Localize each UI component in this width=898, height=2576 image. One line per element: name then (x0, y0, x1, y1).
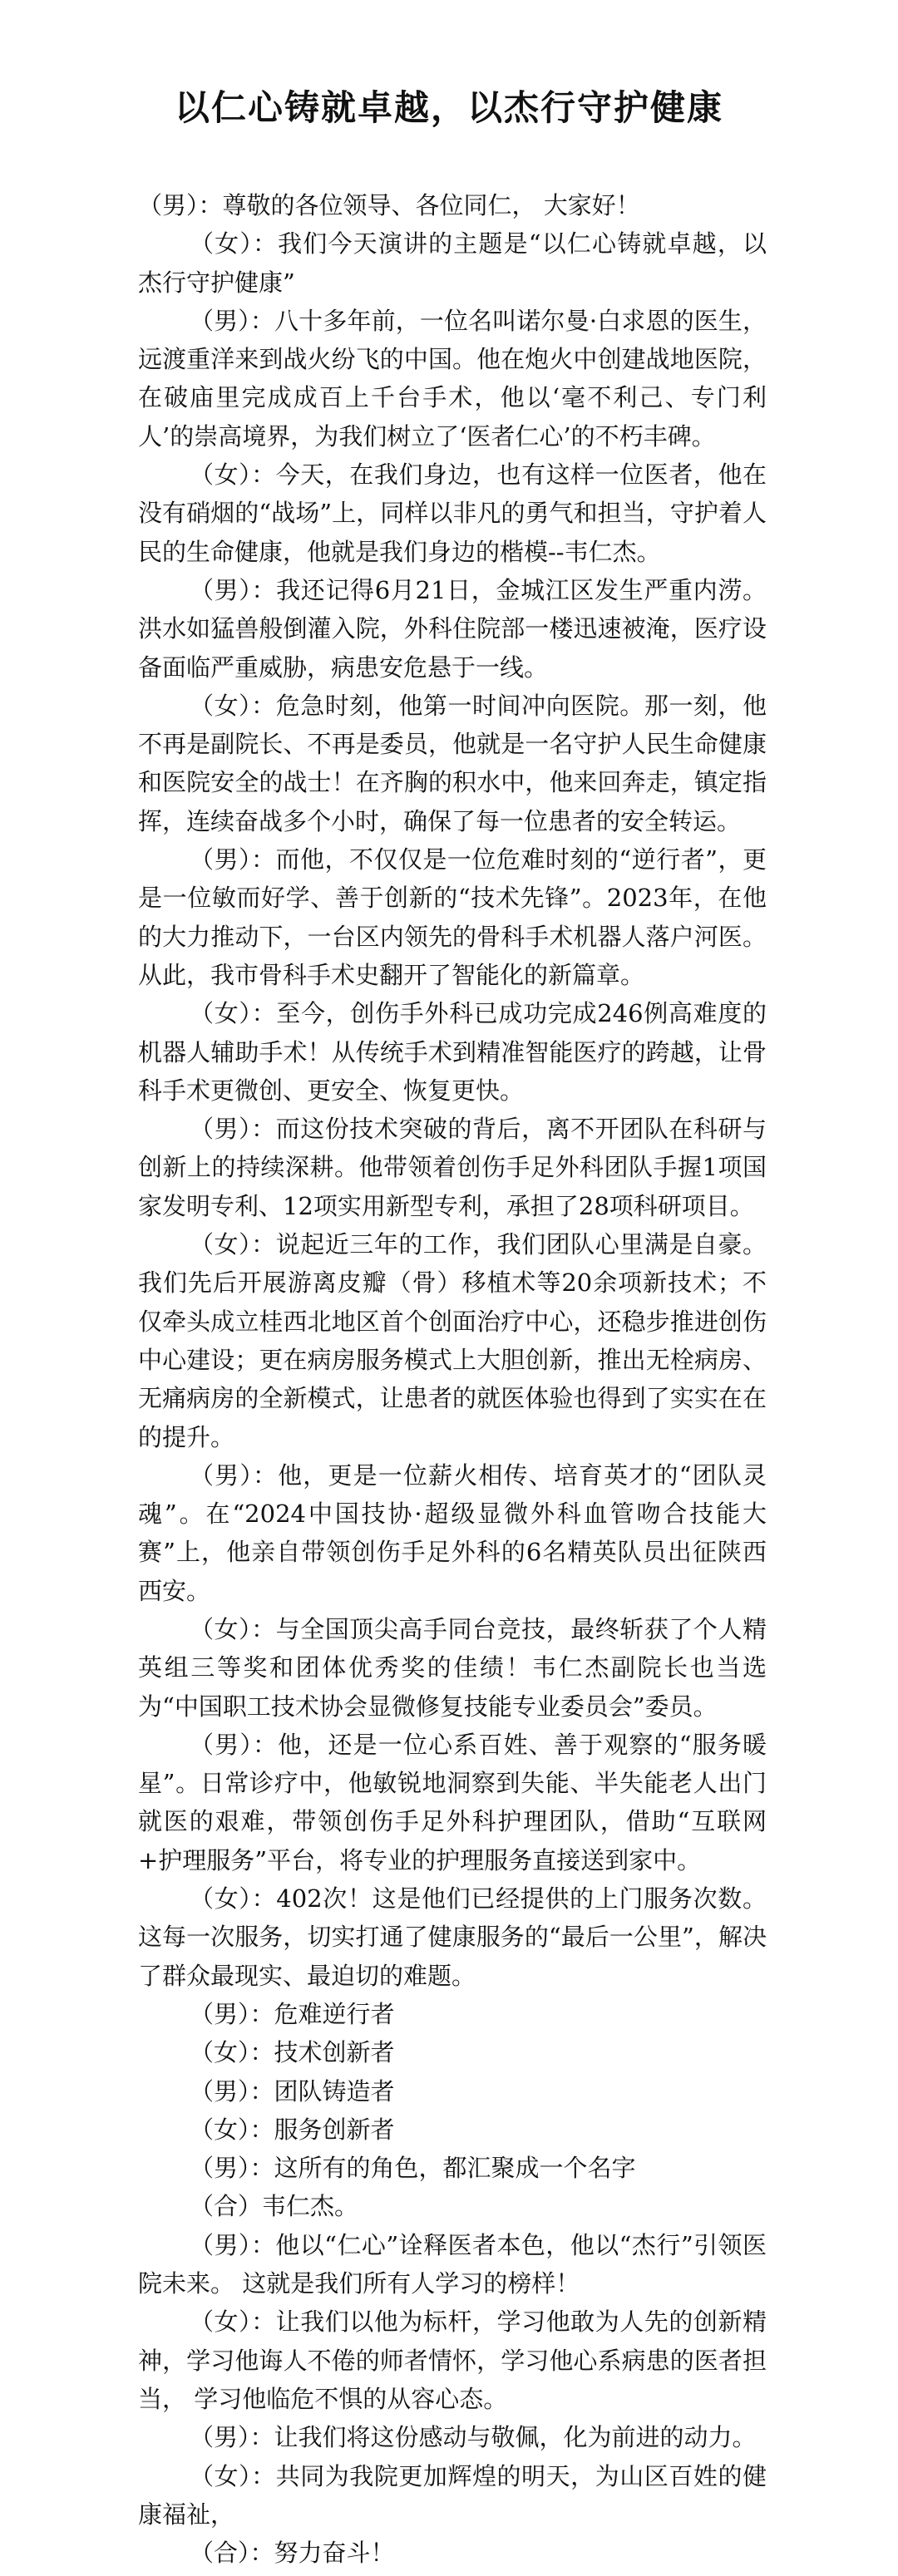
paragraph: （女）：402次！这是他们已经提供的上门服务次数。这每一次服务，切实打通了健康服务的“最后一公里”，解决了群众最现实、最迫切的难题。 (138, 1884, 767, 1990)
paragraph: （合）：努力奋斗！ (190, 2539, 395, 2568)
paragraph: （男）：而他，不仅仅是一位危难时刻的“逆行者”，更是一位敏而好学、善于创新的“技术先锋”。2023年，在他的大力推动下，一台区内领先的骨科手术机器人落户河医。从此，我市骨科手术史翻开了智能化的新篇章。 (138, 845, 767, 989)
paragraph: （男）：让我们将这份感动与敬佩，化为前进的动力。 (190, 2423, 757, 2452)
paragraph: （女）：我们今天演讲的主题是“以仁心铸就卓越，以杰行守护健康” (138, 229, 767, 297)
paragraph: （女）：共同为我院更加辉煌的明天，为山区百姓的健康福祉， (138, 2461, 767, 2529)
paragraph: （女）：危急时刻，他第一时间冲向医院。那一刻，他不再是副院长、不再是委员，他就是一名守护人民生命健康和医院安全的战士！在齐胸的积水中，他来回奔走，镇定指挥，连续奋战多个小时，确保了每一位患者的安全转运。 (138, 691, 767, 835)
paragraph: （男）：他，更是一位薪火相传、培育英才的“团队灵魂”。在“2024中国技协·超级显微外科血管吻合技能大赛”上，他亲自带领创伤手足外科的6名精英队员出征陕西西安。 (138, 1460, 767, 1605)
paragraph: （女）：技术创新者 (190, 2038, 395, 2067)
paragraph: （男）：危难逆行者 (190, 1999, 395, 2028)
paragraph: （男）：他，还是一位心系百姓、善于观察的“服务暖星”。日常诊疗中，他敏锐地洞察到失能、半失能老人出门就医的艰难，带领创伤手足外科护理团队，借助“互联网+护理服务”平台，将专业的护理服务直接送到家中。 (138, 1730, 767, 1874)
paragraph: （女）：与全国顶尖高手同台竞技，最终斩获了个人精英组三等奖和团体优秀奖的佳绩！韦仁杰副院长也当选为“中国职工技术协会显微修复技能专业委员会”委员。 (138, 1614, 767, 1721)
paragraph: （女）：至今，创伤手外科已成功完成246例高难度的机器人辅助手术！从传统手术到精准智能医疗的跨越，让骨科手术更微创、更安全、恢复更快。 (138, 999, 767, 1105)
paragraph: （男）：这所有的角色，都汇聚成一个名字 (190, 2154, 636, 2183)
paragraph: （男）：尊敬的各位领导、各位同仁， 大家好！ (138, 191, 640, 219)
paragraph: （男）：团队铸造者 (190, 2076, 395, 2106)
paragraph: （男）：我还记得6月21日，金城江区发生严重内涝。洪水如猛兽般倒灌入院，外科住院部一楼迅速被淹，医疗设备面临严重威胁，病患安危悬于一线。 (138, 575, 767, 682)
paragraph: （男）：他以“仁心”诠释医者本色，他以“杰行”引领医院未来。 这就是我们所有人学习的榜样！ (138, 2230, 767, 2298)
paragraph: （女）：服务创新者 (190, 2115, 395, 2144)
paragraph: （女）：说起近三年的工作，我们团队心里满是自豪。我们先后开展游离皮瓣（骨）移植术等20余项新技术；不仅牵头成立桂西北地区首个创面治疗中心，还稳步推进创伤中心建设；更在病房服务模式上大胆创新，推出无栓病房、无痛病房的全新模式，让患者的就医体验也得到了实实在在的提升。 (138, 1230, 767, 1451)
page-title: 以仁心铸就卓越，以杰行守护健康 (174, 87, 723, 128)
paragraph: （合）韦仁杰。 (190, 2192, 359, 2221)
paragraph: （男）：而这份技术突破的背后，离不开团队在科研与创新上的持续深耕。他带领着创伤手足外科团队手握1项国家发明专利、12项实用新型专利，承担了28项科研项目。 (138, 1115, 767, 1220)
paragraph: （女）：今天，在我们身边，也有这样一位医者，他在没有硝烟的“战场”上，同样以非凡的勇气和担当，守护着人民的生命健康，他就是我们身边的楷模--韦仁杰。 (138, 461, 767, 566)
paragraph: （男）：八十多年前，一位名叫诺尔曼·白求恩的医生，远渡重洋来到战火纷飞的中国。他在炮火中创建战地医院，在破庙里完成成百上千台手术，他以‘毫不利己、专门利人’的崇高境界，为我们树立了‘医者仁心’的不朽丰碑。 (138, 306, 767, 451)
speech-body (138, 186, 767, 2572)
paragraph: （女）：让我们以他为标杆，学习他敢为人先的创新精神，学习他诲人不倦的师者情怀，学习他心系病患的医者担当， 学习他临危不惧的从容心态。 (138, 2308, 767, 2413)
